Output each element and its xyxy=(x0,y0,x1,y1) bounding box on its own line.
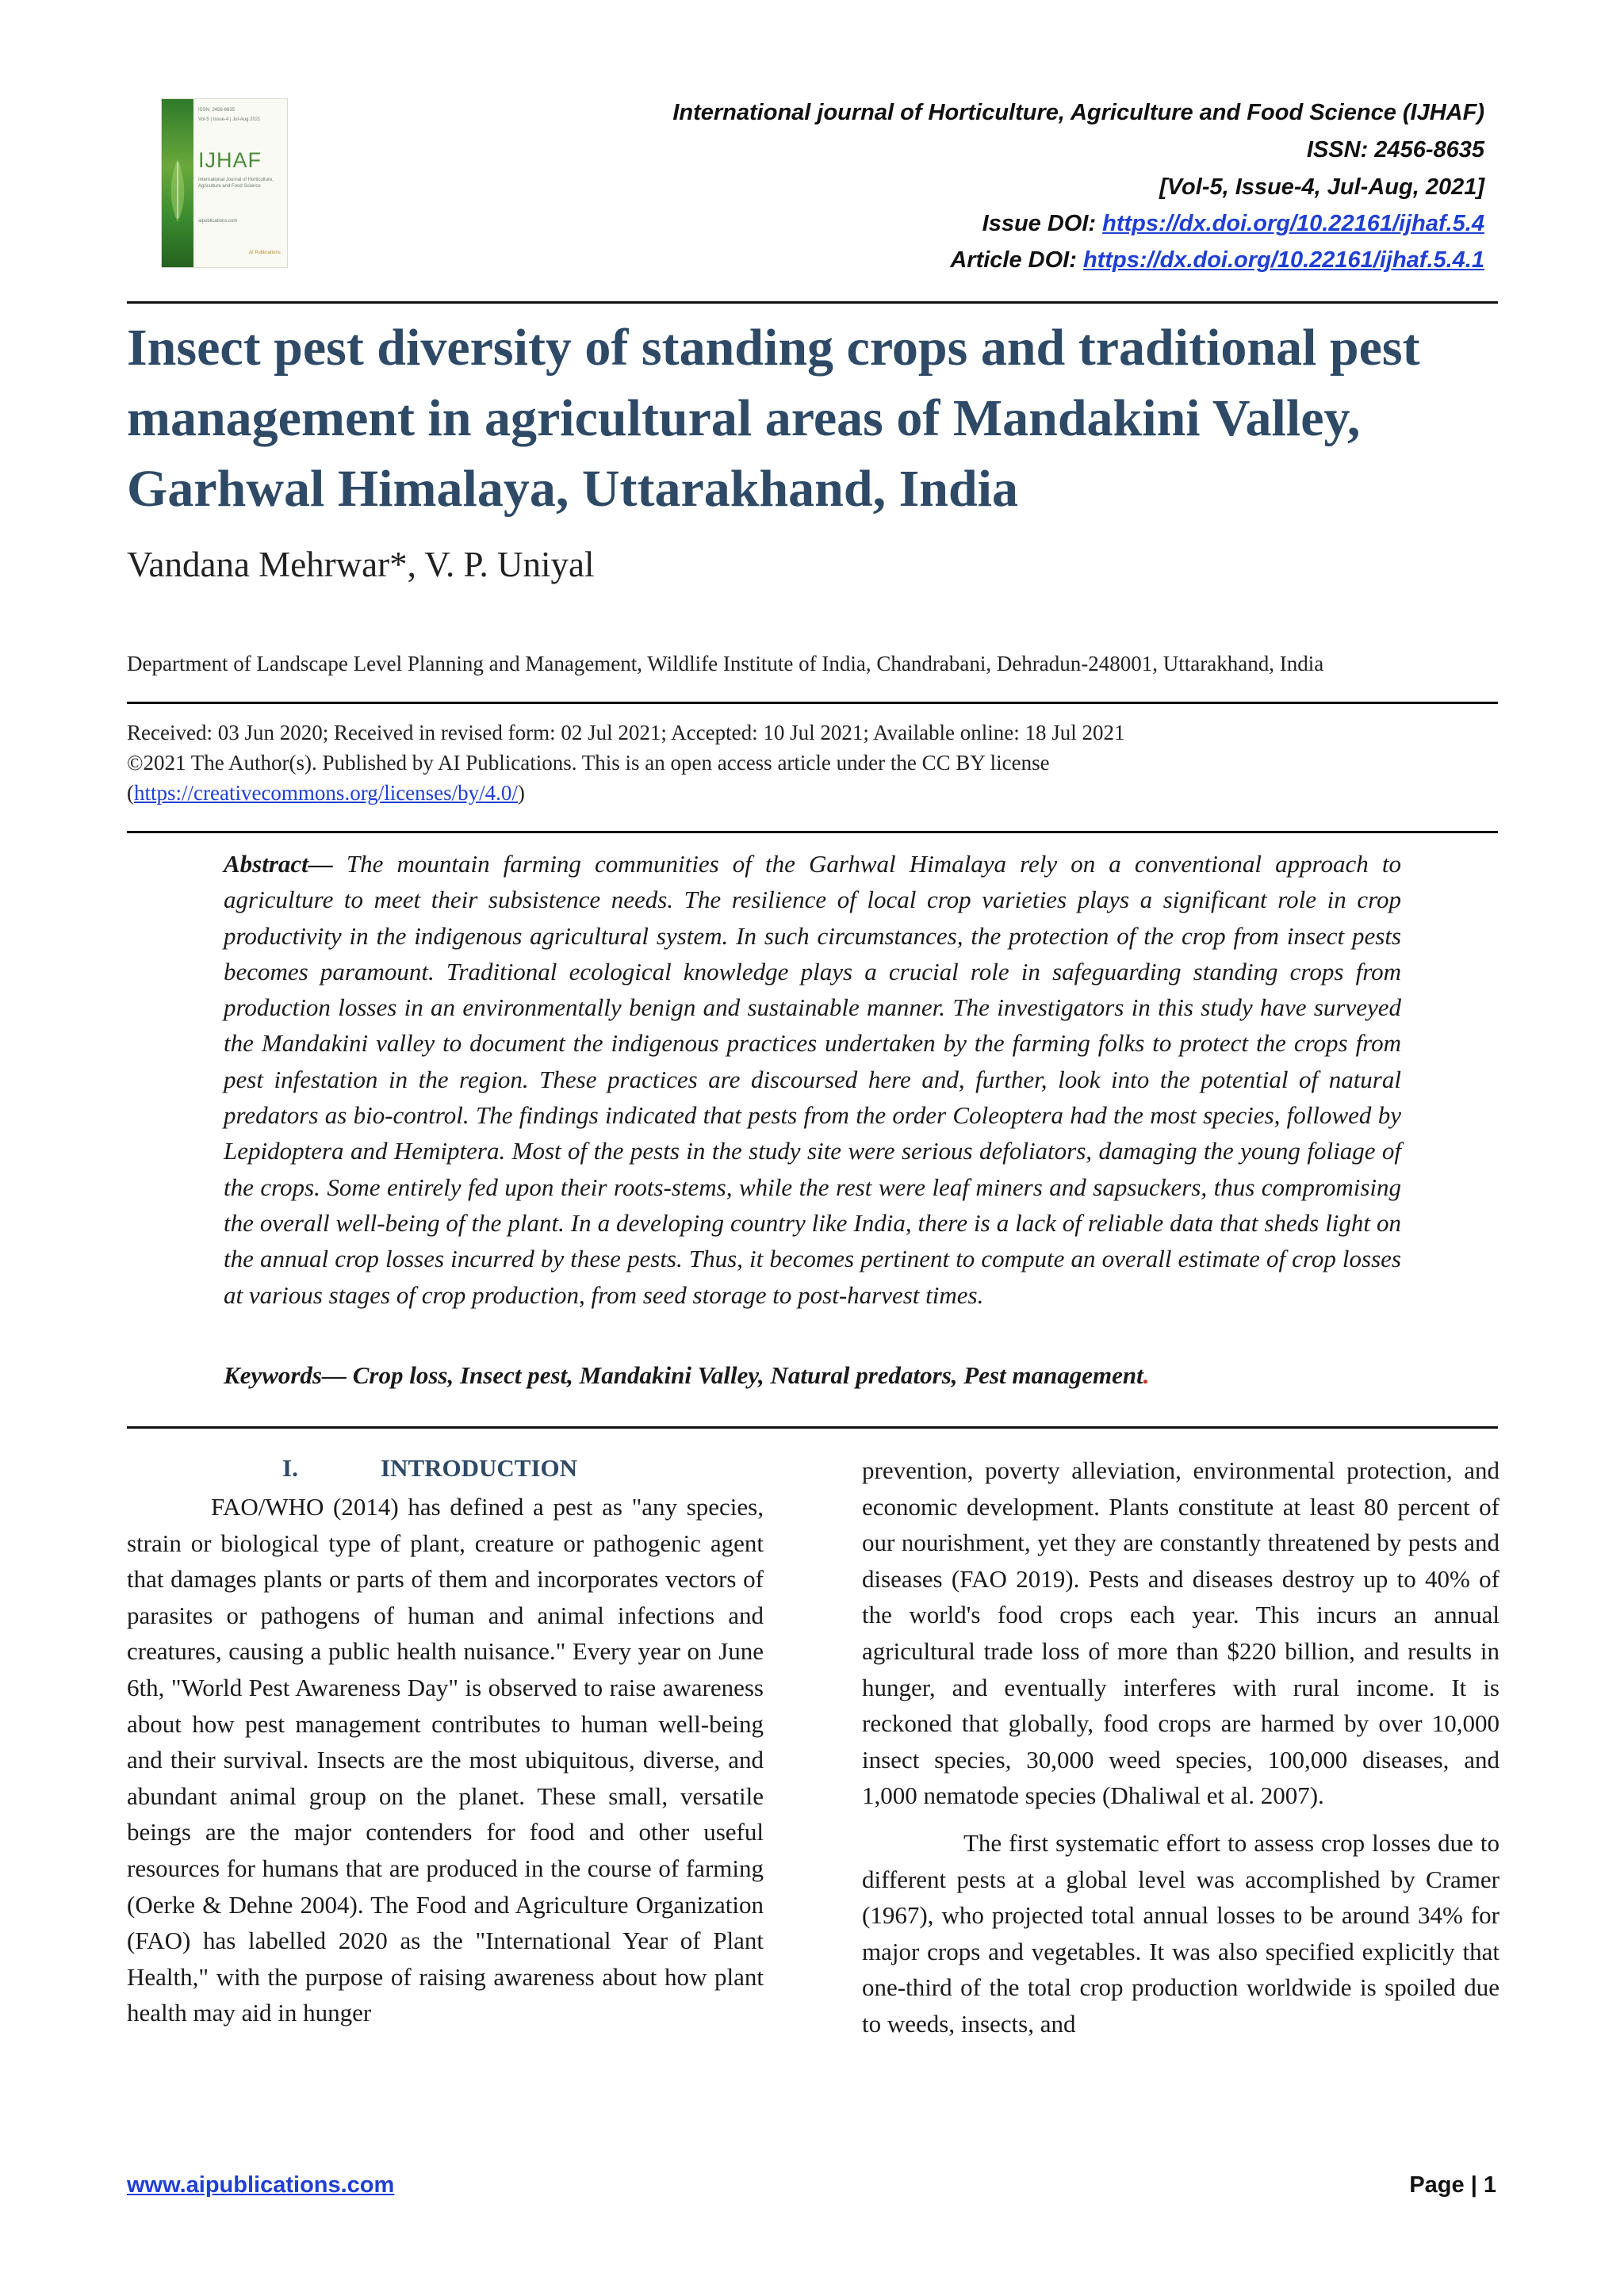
cover-abbr: IJHAF xyxy=(198,148,262,172)
affiliation: Department of Landscape Level Planning and Management, Wildlife Institute of India, Chandrabani, Dehradun-248001, Uttarakhand, India xyxy=(127,652,1324,675)
article-doi xyxy=(950,247,1484,274)
issue-doi-label: Issue DOI: xyxy=(982,211,1103,236)
section-heading xyxy=(282,1454,577,1483)
cover-publisher: AI Publications xyxy=(249,251,281,255)
article-doi-label: Article DOI: xyxy=(950,247,1083,273)
issn: ISSN: 2456-8635 xyxy=(1306,137,1484,163)
body-right-column xyxy=(862,1452,1500,2042)
journal-cover-image xyxy=(161,98,288,268)
abstract-text: The mountain farming communities of the Garhwal Himalaya rely on a conventional approach to agriculture to meet their subsistence needs. The resilience of local crop varieties plays a significant role in crop productivity in the indigenous agricultural system. In such circumstances, the protection of the crop from insect pests becomes paramount. Traditional ecological knowledge plays a crucial role in safeguarding standing crops from production losses in an environmentally benign and sustainable manner. The investigators in this study have surveyed the Mandakini valley to document the indigenous practices undertaken by the farming folks to protect the crops from pest infestation in the region. These practices are discoursed here and, further, look into the potential of natural predators as bio-control. The findings indicated that pests from the order Coleoptera had the most species, followed by Lepidoptera and Hemiptera. Most of the pests in the study site were serious defoliators, damaging the young foliage of the crops. Some entirely fed upon their roots-stems, while the rest were leaf miners and sapsuckers, thus compromising the overall well-being of the plant. In a developing country like India, there is a lack of reliable data that sheds light on the annual crop losses incurred by these pests. Thus, it becomes pertinent to compute an overall estimate of crop losses at various stages of crop production, from seed storage to post-harvest times. xyxy=(224,850,1401,1309)
paragraph: prevention, poverty alleviation, environmental protection, and economic development. Plants constitute at least 80 percent of our nourishment, yet they are constantly threatened by pests and diseases (FAO 2019). Pests and diseases destroy up to 40% of the world's food crops each year. This incurs an annual agricultural trade loss of more than $220 billion, and results in hunger, and eventually interferes with rural income. It is reckoned that globally, food crops are harmed by over 10,000 insect species, 30,000 weed species, 100,000 diseases, and 1,000 nematode species (Dhaliwal et al. 2007). xyxy=(862,1456,1500,1810)
affiliation-divider xyxy=(127,702,1498,704)
article-doi-link[interactable]: https://dx.doi.org/10.22161/ijhaf.5.4.1 xyxy=(1082,247,1484,273)
paragraph: The first systematic effort to assess crop losses due to different pests at a global level was accomplished by Cramer (1967), who projected total annual losses to be around 34% for major crops and vegetables. It was also specified explicitly that one-third of the total crop production worldwide is spoiled due to weeds, insects, and xyxy=(862,1828,1500,2038)
cover-issn: ISSN: 2456-8635 xyxy=(198,108,236,113)
publication-info xyxy=(127,718,1507,808)
section-number: I. xyxy=(282,1454,298,1482)
header-divider xyxy=(127,301,1498,304)
body-left-column xyxy=(127,1489,764,2031)
abstract-bottom-divider xyxy=(127,1426,1498,1429)
leaf-decoration-icon xyxy=(163,155,192,226)
issue-doi-link[interactable]: https://dx.doi.org/10.22161/ijhaf.5.4 xyxy=(1102,211,1484,236)
section-title: INTRODUCTION xyxy=(381,1454,578,1482)
cover-volume: Vol-5 | Issue-4 | Jul-Aug 2021 xyxy=(198,117,261,122)
keywords-text: Keywords— Crop loss, Insect pest, Mandakini Valley, Natural predators, Pest management xyxy=(224,1361,1143,1389)
keywords: Keywords— Crop loss, Insect pest, Mandakini Valley, Natural predators, Pest management. xyxy=(224,1361,1150,1389)
license-link[interactable]: https://creativecommons.org/licenses/by/4.0/ xyxy=(134,781,518,805)
license-line: (https://creativecommons.org/licenses/by/4.0/) xyxy=(127,781,525,805)
issue-doi xyxy=(982,211,1484,237)
cover-journal-name: International Journal of Horticulture, Agriculture and Food Science xyxy=(198,178,274,189)
dates-line: Received: 03 Jun 2020; Received in revised form: 02 Jul 2021; Accepted: 10 Jul 2021; Available online: 18 Jul 2021 xyxy=(127,721,1125,744)
footer-website-link[interactable]: www.aipublications.com xyxy=(127,2172,395,2198)
volume-issue: [Vol-5, Issue-4, Jul-Aug, 2021] xyxy=(1159,174,1484,200)
page-number: Page | 1 xyxy=(1409,2172,1496,2198)
abstract xyxy=(224,846,1401,1313)
abstract-label: Abstract— xyxy=(224,850,333,878)
authors: Vandana Mehrwar*, V. P. Uniyal xyxy=(127,545,595,584)
cover-site: aipublications.com xyxy=(198,219,238,224)
journal-name: International journal of Horticulture, Agriculture and Food Science (IJHAF) xyxy=(672,100,1484,125)
paragraph: FAO/WHO (2014) has defined a pest as "any species, strain or biological type of plant, creature or pathogenic agent that damages plants or parts of them and incorporates vectors of parasites or pathogens of human and animal infections and creatures, causing a public health nuisance." Every year on June 6th, "World Pest Awareness Day" is observed to raise awareness about how pest management contributes to human well-being and their survival. Insects are the most ubiquitous, diverse, and abundant animal group on the planet. These small, versatile beings are the major contenders for food and other useful resources for humans that are produced in the course of farming (Oerke & Dehne 2004). The Food and Agriculture Organization (FAO) has labelled 2020 as the "International Year of Plant Health," with the purpose of raising awareness about how plant health may aid in hunger xyxy=(127,1493,764,2027)
copyright-line: ©2021 The Author(s). Published by AI Publications. This is an open access article under the CC BY license xyxy=(127,751,1050,775)
article-title: Insect pest diversity of standing crops and traditional pest management in agricultural areas of Mandakini Valley, Garhwal Himalaya, Uttarakhand, India xyxy=(127,319,1420,518)
abstract-top-divider xyxy=(127,831,1498,833)
